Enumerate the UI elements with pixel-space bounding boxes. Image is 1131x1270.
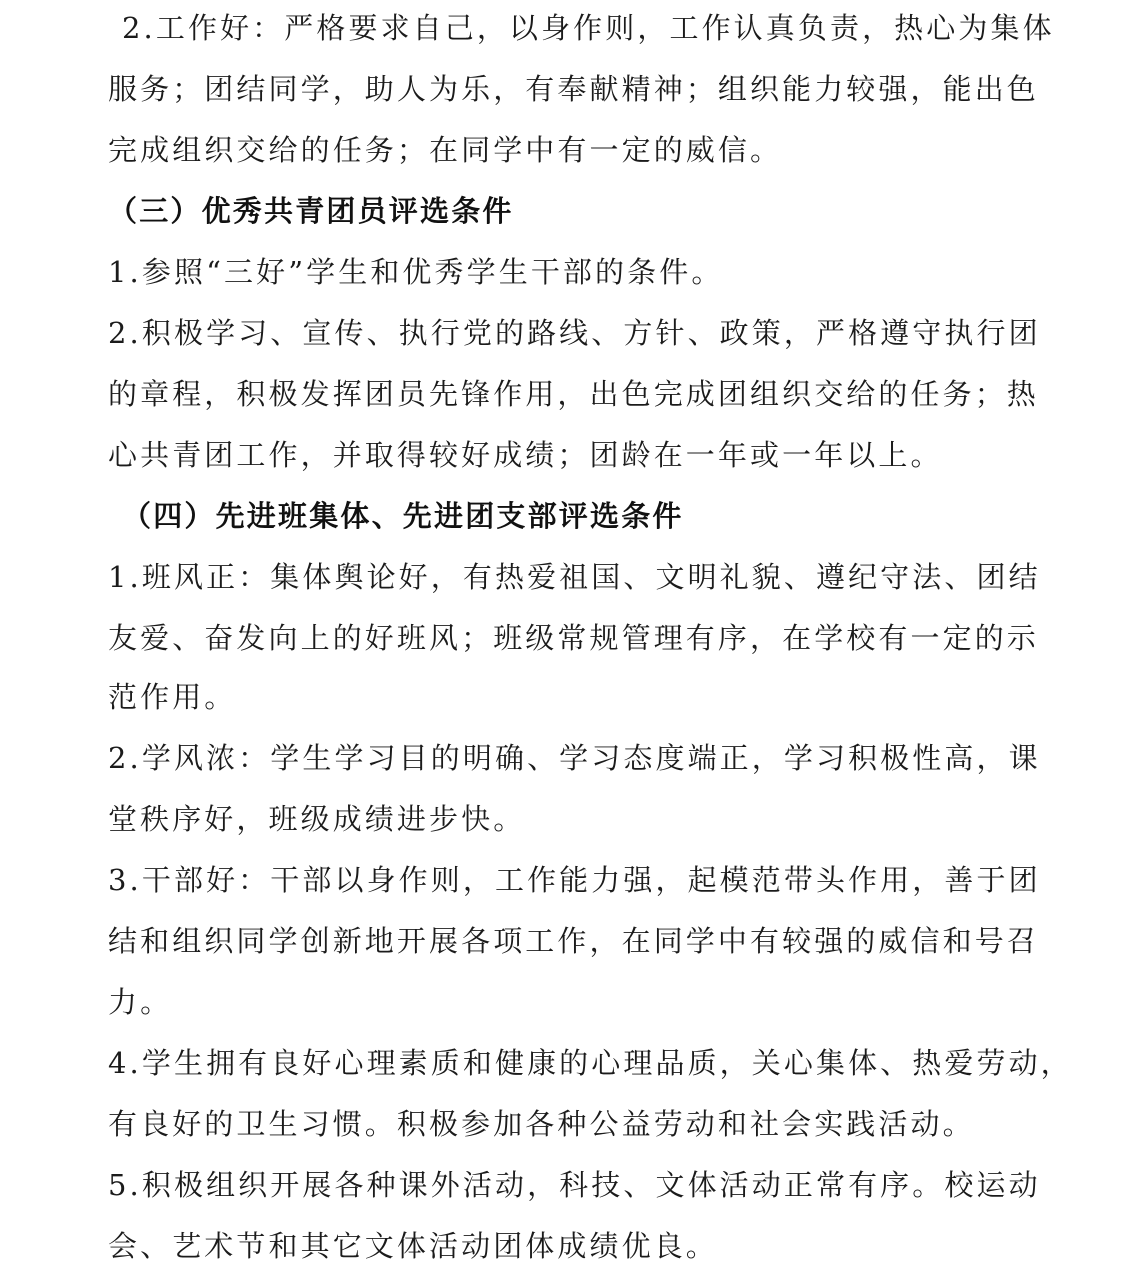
paragraph-line: 4.学生拥有良好心理素质和健康的心理品质，关心集体、热爱劳动，	[108, 1046, 1073, 1080]
paragraph-line: 堂秩序好，班级成绩进步快。	[108, 802, 526, 836]
paragraph-line: 1.参照“三好”学生和优秀学生干部的条件。	[108, 255, 724, 289]
paragraph-line: 3.干部好：干部以身作则，工作能力强，起模范带头作用，善于团	[108, 863, 1041, 897]
paragraph-line: 的章程，积极发挥团员先锋作用，出色完成团组织交给的任务；热	[108, 377, 1039, 411]
paragraph-line: 友爱、奋发向上的好班风；班级常规管理有序，在学校有一定的示	[108, 621, 1039, 655]
paragraph-line: 2.工作好：严格要求自己，以身作则，工作认真负责，热心为集体	[122, 11, 1055, 45]
section-heading: （三）优秀共青团员评选条件	[108, 194, 514, 228]
paragraph-line: 力。	[108, 985, 173, 1019]
paragraph-line: 2.积极学习、宣传、执行党的路线、方针、政策，严格遵守执行团	[108, 316, 1041, 350]
paragraph-line: 5.积极组织开展各种课外活动，科技、文体活动正常有序。校运动	[108, 1168, 1041, 1202]
paragraph-line: 心共青团工作，并取得较好成绩；团龄在一年或一年以上。	[108, 438, 943, 472]
paragraph-line: 完成组织交给的任务；在同学中有一定的威信。	[108, 133, 783, 167]
paragraph-line: 服务；团结同学，助人为乐，有奉献精神；组织能力较强，能出色	[108, 72, 1039, 106]
paragraph-line: 范作用。	[108, 680, 237, 714]
paragraph-line: 结和组织同学创新地开展各项工作，在同学中有较强的威信和号召	[108, 924, 1039, 958]
paragraph-line: 有良好的卫生习惯。积极参加各种公益劳动和社会实践活动。	[108, 1107, 975, 1141]
paragraph-line: 会、艺术节和其它文体活动团体成绩优良。	[108, 1229, 718, 1263]
paragraph-line: 1.班风正：集体舆论好，有热爱祖国、文明礼貌、遵纪守法、团结	[108, 560, 1041, 594]
paragraph-line: 2.学风浓：学生学习目的明确、学习态度端正，学习积极性高，课	[108, 741, 1041, 775]
section-heading: （四）先进班集体、先进团支部评选条件	[122, 499, 684, 533]
